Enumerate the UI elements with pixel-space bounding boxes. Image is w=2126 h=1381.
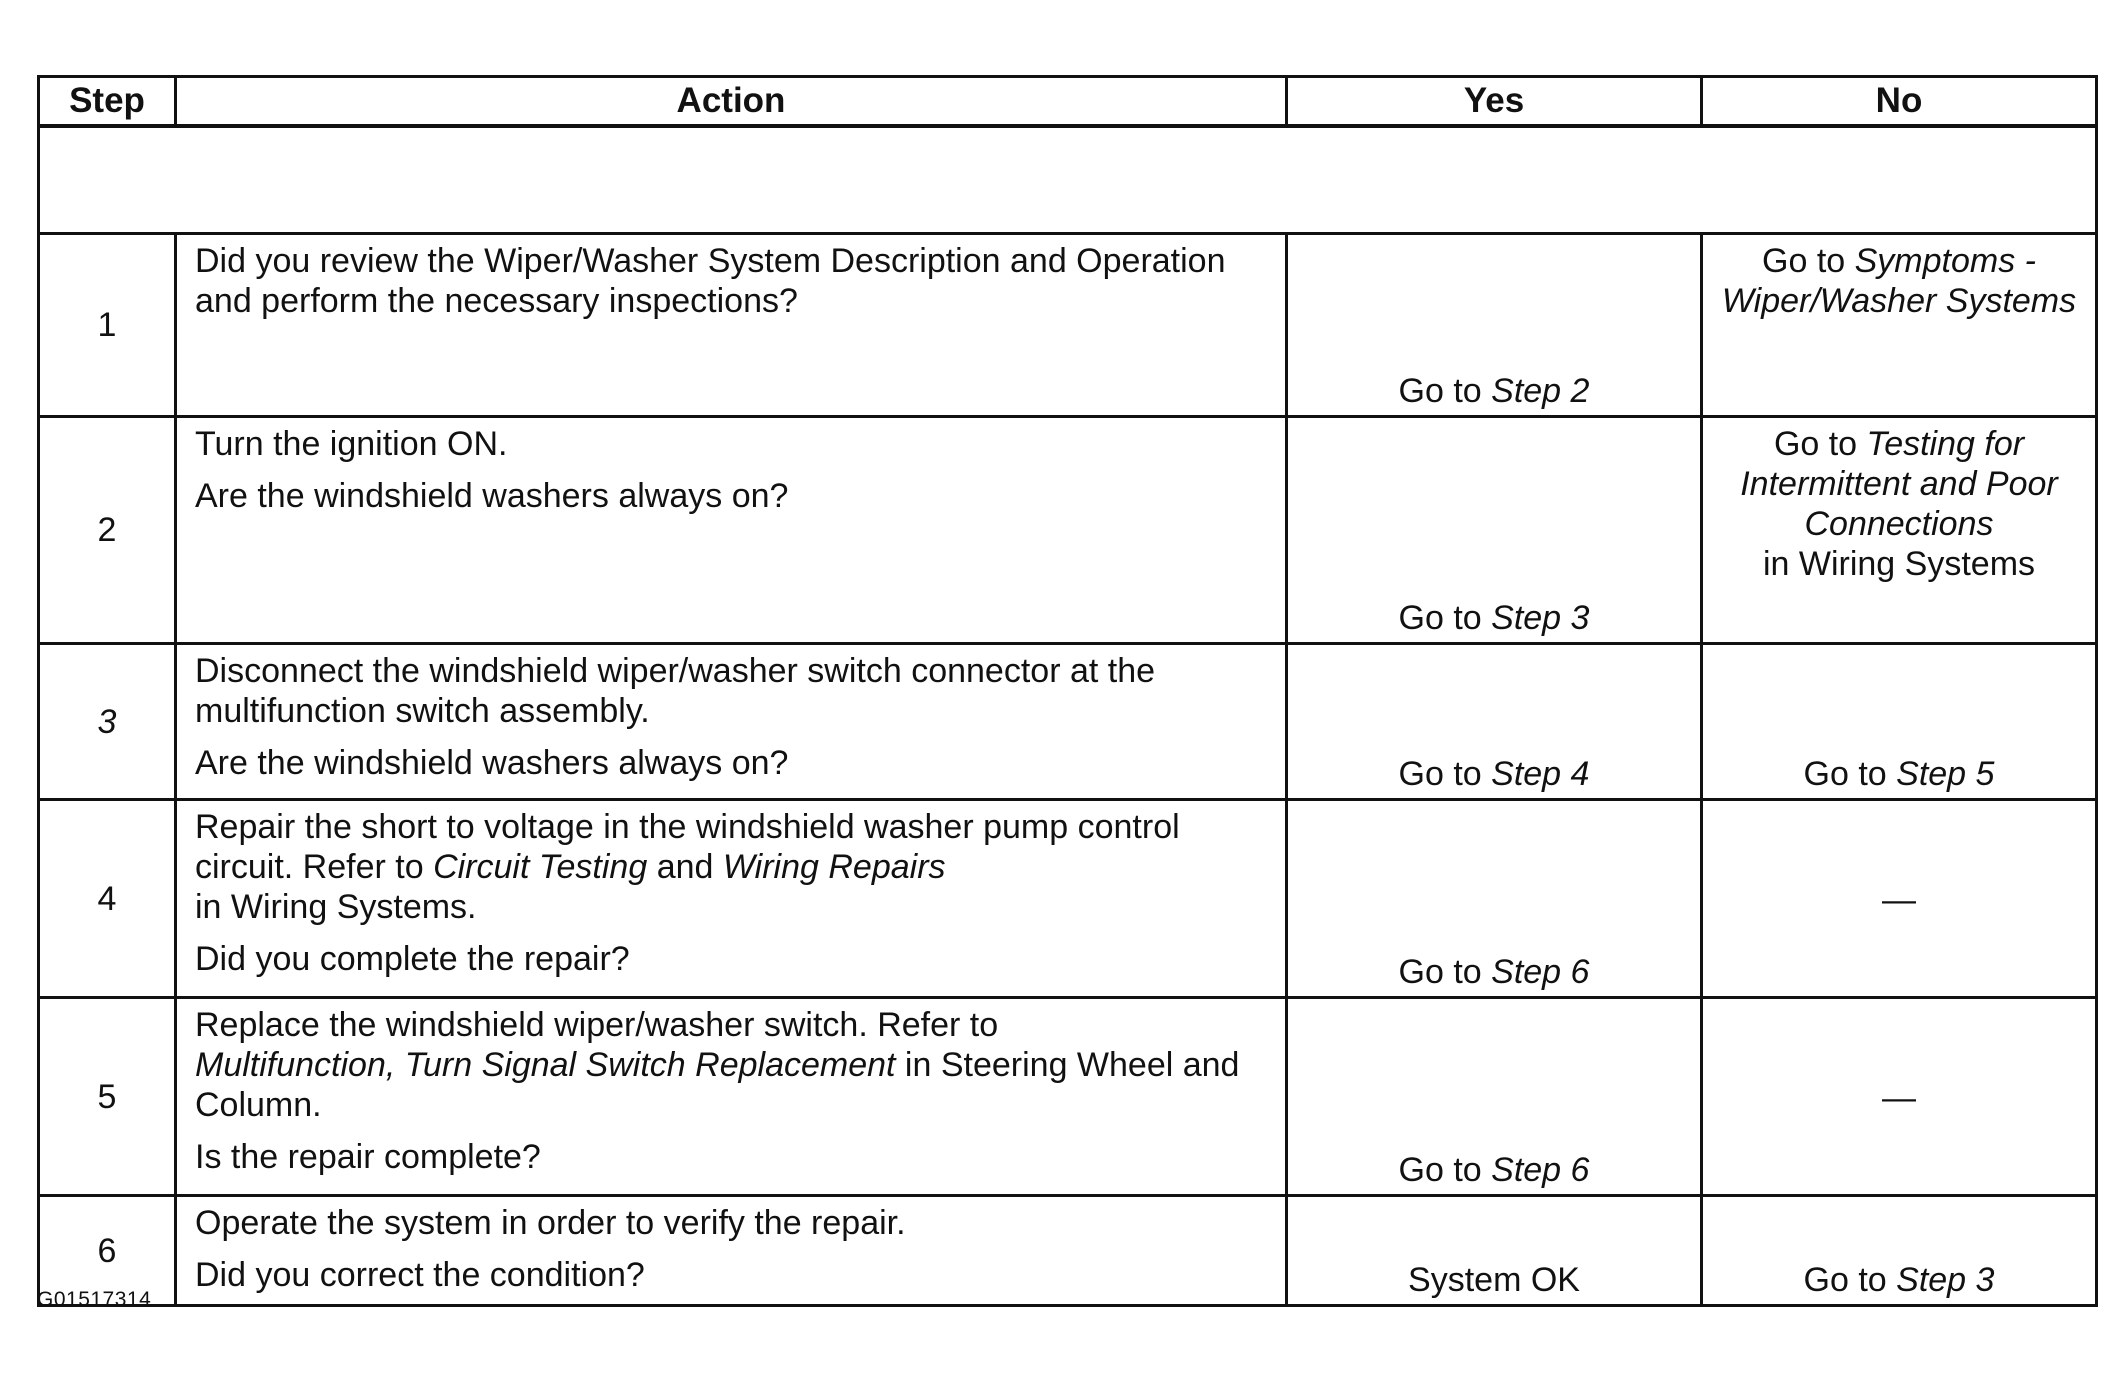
no-cell xyxy=(1702,234,2097,417)
action-question: Are the windshield washers always on? xyxy=(195,744,789,782)
no-prefix: Go to xyxy=(1762,242,1855,280)
no-cell xyxy=(1702,417,2097,644)
action-cell xyxy=(176,234,1287,417)
table-row-step-6 xyxy=(39,1196,2097,1306)
action-text: Did you review the Wiper/Washer System Description and Operation and perform the necessary inspections? xyxy=(195,242,1226,320)
yes-prefix: Go to xyxy=(1398,1151,1492,1189)
action-cell xyxy=(176,417,1287,644)
action-text xyxy=(195,1005,1267,1125)
step-number: 6 xyxy=(39,1196,176,1306)
table-row-step-4 xyxy=(39,800,2097,998)
action-cell xyxy=(176,1196,1287,1306)
step-number: 2 xyxy=(39,417,176,644)
no-prefix: Go to xyxy=(1803,1261,1897,1299)
table-row-step-3 xyxy=(39,644,2097,800)
action-reference: Wiring Repairs xyxy=(722,848,946,886)
no-prefix: Go to xyxy=(1803,755,1897,793)
action-text xyxy=(195,807,1267,927)
table-row-step-1 xyxy=(39,234,2097,417)
step-number: 3 xyxy=(39,644,176,800)
yes-cell xyxy=(1287,234,1702,417)
diagnostic-table xyxy=(37,75,2098,1307)
action-text: Turn the ignition ON. xyxy=(195,425,508,463)
no-cell-dash: — xyxy=(1702,998,2097,1196)
action-question: Did you correct the condition? xyxy=(195,1256,645,1294)
action-text-part: in Wiring Systems. xyxy=(195,888,477,926)
action-text: Operate the system in order to verify the repair. xyxy=(195,1204,906,1242)
action-cell xyxy=(176,800,1287,998)
yes-prefix: Go to xyxy=(1398,755,1492,793)
no-cell xyxy=(1702,644,2097,800)
no-cell xyxy=(1702,1196,2097,1306)
yes-step-ref: Step 6 xyxy=(1491,953,1590,991)
header-no: No xyxy=(1702,77,2097,127)
step-number: 5 xyxy=(39,998,176,1196)
yes-step-ref: Step 2 xyxy=(1491,372,1590,410)
action-text-part: in Steering Wheel and Column. xyxy=(195,1046,1240,1124)
diagnostic-table-container xyxy=(37,75,2095,1307)
header-yes: Yes xyxy=(1287,77,1702,127)
yes-cell xyxy=(1287,644,1702,800)
action-question: Did you complete the repair? xyxy=(195,940,630,978)
step-number: 4 xyxy=(39,800,176,998)
action-cell xyxy=(176,644,1287,800)
step-number: 1 xyxy=(39,234,176,417)
no-step-ref: Step 5 xyxy=(1896,755,1995,793)
blank-cell xyxy=(39,126,2097,234)
yes-prefix: Go to xyxy=(1398,599,1492,637)
action-text: Disconnect the windshield wiper/washer switch connector at the multifunction switch assembly. xyxy=(195,652,1156,730)
table-row-step-2 xyxy=(39,417,2097,644)
yes-step-ref: Step 4 xyxy=(1491,755,1590,793)
no-prefix: Go to xyxy=(1773,425,1867,463)
action-cell xyxy=(176,998,1287,1196)
action-text-part: Repair the short to voltage in the windshield washer pump control circuit. Refer to xyxy=(195,808,1180,886)
no-suffix: in Wiring Systems xyxy=(1762,545,2036,583)
no-cell-dash: — xyxy=(1702,800,2097,998)
action-question: Is the repair complete? xyxy=(195,1138,541,1176)
header-step: Step xyxy=(39,77,176,127)
yes-step-ref: Step 6 xyxy=(1491,1151,1590,1189)
header-action: Action xyxy=(176,77,1287,127)
figure-id-caption: G01517314 xyxy=(37,1288,152,1311)
action-reference: Circuit Testing xyxy=(433,848,648,886)
yes-step-ref: Step 3 xyxy=(1491,599,1590,637)
no-reference: Testing for Intermittent and Poor Connections xyxy=(1740,425,2058,543)
yes-cell xyxy=(1287,417,1702,644)
action-reference: Multifunction, Turn Signal Switch Replacement xyxy=(195,1046,896,1084)
action-text-part: Replace the windshield wiper/washer switch. Refer to xyxy=(195,1006,999,1044)
action-text-part: and xyxy=(647,848,723,886)
yes-cell xyxy=(1287,800,1702,998)
blank-row xyxy=(39,126,2097,234)
header-row xyxy=(39,77,2097,127)
yes-prefix: Go to xyxy=(1398,953,1492,991)
no-reference: Symptoms - Wiper/Washer Systems xyxy=(1721,242,2077,320)
yes-cell: System OK xyxy=(1287,1196,1702,1306)
yes-cell xyxy=(1287,998,1702,1196)
yes-prefix: Go to xyxy=(1398,372,1492,410)
action-question: Are the windshield washers always on? xyxy=(195,477,789,515)
table-row-step-5 xyxy=(39,998,2097,1196)
no-step-ref: Step 3 xyxy=(1896,1261,1995,1299)
